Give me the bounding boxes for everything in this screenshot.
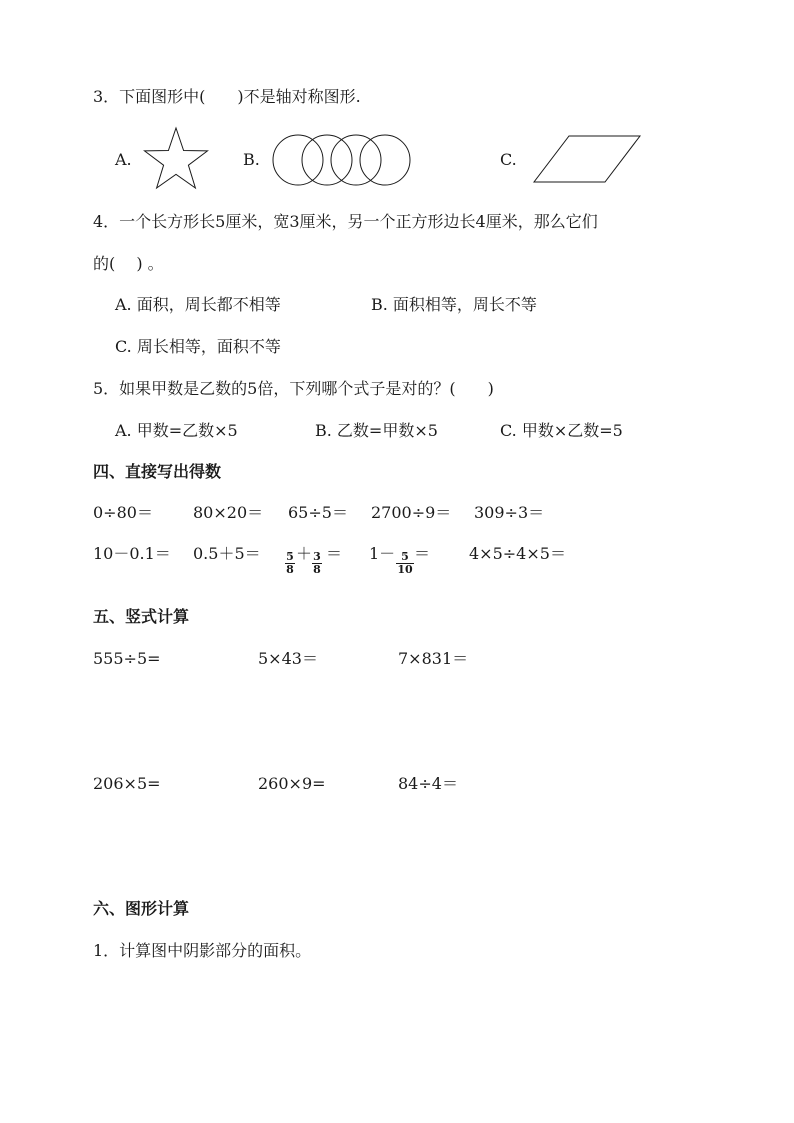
expr-4-1-5: 309÷3＝ [474,503,545,522]
q5-stem: 5．如果甲数是乙数的5倍，下列哪个式子是对的？( ) [93,379,494,398]
q4-option-a: A. 面积，周长都不相等 [115,295,281,314]
q3-option-c-label: C. [500,150,517,169]
fraction-denominator: 8 [286,563,294,576]
q3-option-b-label: B. [243,150,260,169]
expr-4-1-4: 2700÷9＝ [371,503,452,522]
fraction-5-10 [396,551,414,576]
expr-5-1-3: 7×831＝ [398,649,469,668]
fraction-numerator: 5 [401,550,409,563]
equals-sign: ＝ [326,544,343,563]
q4-stem-line1: 4．一个长方形长5厘米，宽3厘米，另一个正方形边长4厘米，那么它们 [93,212,598,231]
q4-stem-line2: 的( ) 。 [93,254,164,273]
q5-option-b: B. 乙数=甲数×5 [315,421,438,440]
parallelogram-shape [533,135,643,183]
fraction-denominator: 10 [397,563,413,576]
fraction-numerator: 5 [286,550,294,563]
expr-4-1-1: 0÷80＝ [93,503,153,522]
equals-sign: ＝ [414,544,431,563]
four-circles-shape [272,134,412,186]
q3-option-a-label: A. [115,150,132,169]
q4-option-c: C. 周长相等，面积不等 [115,337,281,356]
expr-4-2-1: 10－0.1＝ [93,544,171,563]
expr-4-2-5: 4×5÷4×5＝ [469,544,566,563]
fraction-denominator: 8 [313,563,321,576]
expr-4-1-3: 65÷5＝ [288,503,348,522]
q4-option-b: B. 面积相等，周长不等 [371,295,537,314]
star-shape [143,127,209,189]
section4-title: 四、直接写出得数 [93,462,222,481]
expr-5-1-2: 5×43＝ [258,649,318,668]
expr-5-1-1: 555÷5= [93,649,161,668]
section6-title: 六、图形计算 [93,899,190,918]
section5-title: 五、竖式计算 [93,607,190,626]
fraction-5-8 [285,551,295,576]
section6-q1: 1．计算图中阴影部分的面积。 [93,941,312,960]
expr-5-2-2: 260×9= [258,774,326,793]
fraction-3-8 [312,551,322,576]
q3-stem: 3．下面图形中( )不是轴对称图形. [93,87,361,106]
q5-option-a: A. 甲数=乙数×5 [115,421,238,440]
q5-option-c: C. 甲数×乙数=5 [500,421,623,440]
expr-4-2-2: 0.5＋5＝ [193,544,261,563]
fraction-numerator: 3 [313,550,321,563]
expr-5-2-3: 84÷4＝ [398,774,458,793]
plus-operator: ＋ [296,544,313,563]
expr-5-2-1: 206×5= [93,774,161,793]
expr-4-2-4-prefix: 1－ [369,544,396,563]
expr-4-1-2: 80×20＝ [193,503,264,522]
